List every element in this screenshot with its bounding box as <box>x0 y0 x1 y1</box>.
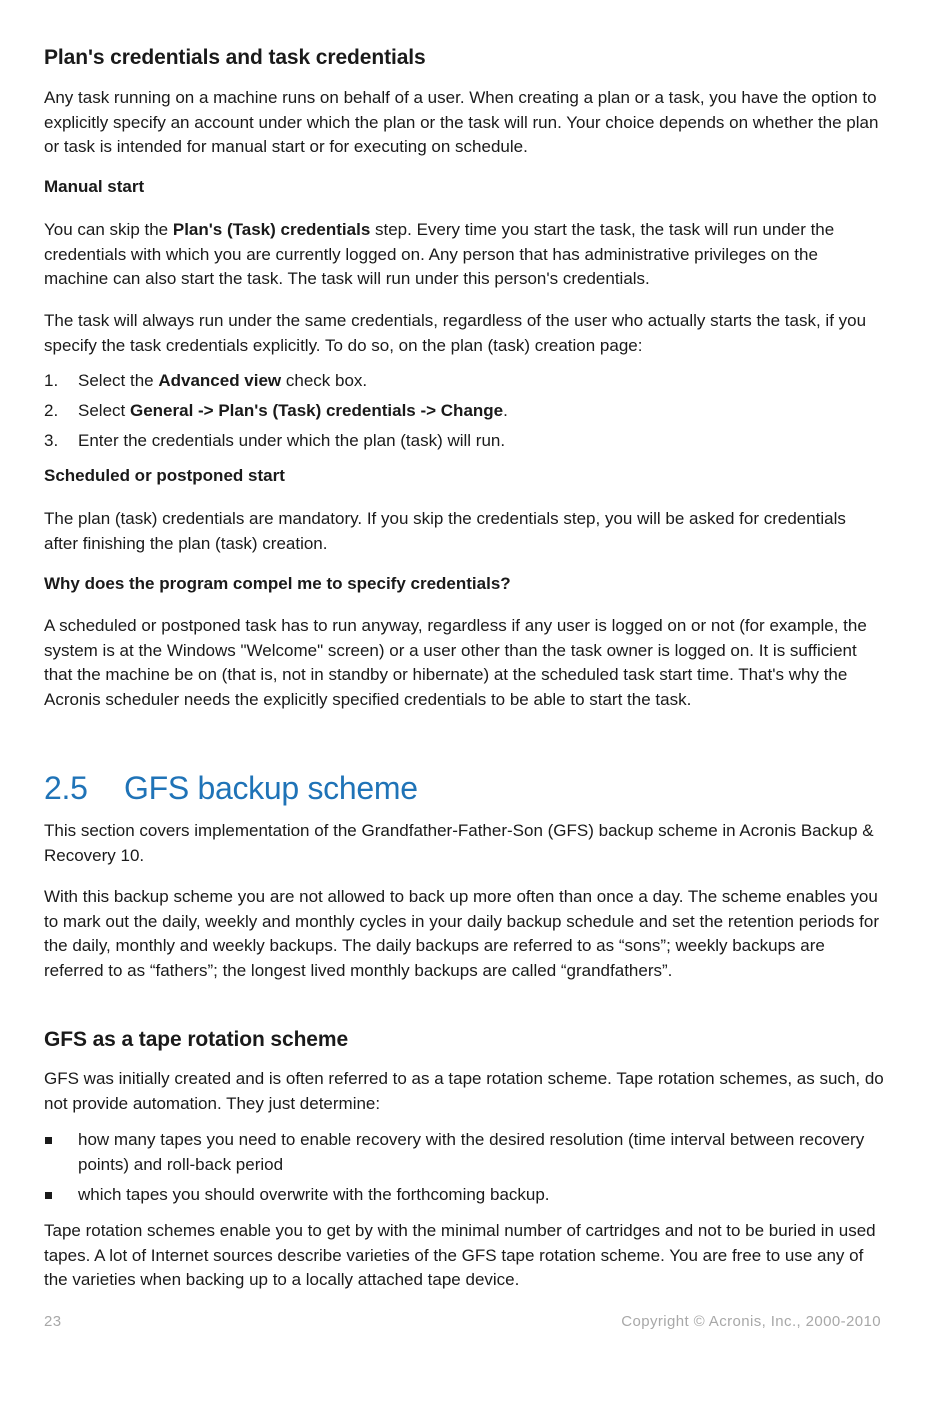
tape-rotation-heading: GFS as a tape rotation scheme <box>44 1028 349 1051</box>
bold-term: Plan's (Task) credentials <box>172 220 371 239</box>
step-number: 3. <box>44 431 59 450</box>
step-item-3 <box>44 429 884 454</box>
bullet-square-icon <box>45 1192 52 1199</box>
credentials-intro: Any task running on a machine runs on behalf of a user. When creating a plan or a task, you have the option to explicitly specify an account under which the plan or the task will run. Your choice depends on whether the plan or task is intended for manual start or for executing on schedule. <box>44 88 879 156</box>
text-run: You can skip the <box>44 220 173 239</box>
bold-term: General -> Plan's (Task) credentials -> Change <box>129 401 504 420</box>
text-run: Select <box>78 401 130 420</box>
text-run: . <box>503 401 508 420</box>
section-title: GFS backup scheme <box>124 770 418 806</box>
copyright-notice: Copyright © Acronis, Inc., 2000-2010 <box>621 1313 881 1330</box>
why-credentials-heading: Why does the program compel me to specify credentials? <box>44 574 511 593</box>
step-item-1 <box>44 369 884 394</box>
tape-rotation-paragraph-2: Tape rotation schemes enable you to get by with the minimal number of cartridges and not to be buried in used tapes. A lot of Internet sources describe varieties of the GFS tape rotation scheme. You are free to use any of the varieties when backing up to a locally attached tape device. <box>44 1221 876 1289</box>
text-run: check box. <box>281 371 368 390</box>
why-credentials-paragraph: A scheduled or postponed task has to run anyway, regardless if any user is logged on or not (for example, the system is at the Windows "Welcome" screen) or a user other than the task owner is logged on. It is sufficient that the machine be on (that is, not in standby or hibernate) at the scheduled task start time. That's why the Acronis scheduler needs the explicitly specified credentials to be able to start the task. <box>44 616 867 709</box>
step-item-2 <box>44 399 884 424</box>
gfs-paragraph-2: With this backup scheme you are not allowed to back up more often than once a day. The scheme enables you to mark out the daily, weekly and monthly cycles in your daily backup schedule and set the retention periods for the daily, monthly and weekly backups. The daily backups are referred to as “sons”; weekly backups are referred to as “fathers”; the longest lived monthly backups are called “grandfathers”. <box>44 887 880 980</box>
step-number: 2. <box>44 401 59 420</box>
manual-start-paragraph-2: The task will always run under the same credentials, regardless of the user who actually starts the task, if you specify the task credentials explicitly. To do so, on the plan (task) creation page: <box>44 311 867 355</box>
text-run: Enter the credentials under which the plan (task) will run. <box>78 431 506 450</box>
manual-start-heading: Manual start <box>44 177 145 196</box>
section-number: 2.5 <box>44 770 88 806</box>
text-run: step. Every time you start the task, the task will run under the credentials with which you are currently logged on. Any person that has administrative privileges on the machine can also start the task. The task will run under this person's credentials. <box>44 220 835 288</box>
step-number: 1. <box>44 371 59 390</box>
gfs-paragraph-1: This section covers implementation of the Grandfather-Father-Son (GFS) backup scheme in Acronis Backup & Recovery 10. <box>44 821 874 865</box>
manual-start-paragraph-1 <box>44 218 884 292</box>
bullet-item-2 <box>44 1183 884 1208</box>
tape-rotation-paragraph-1: GFS was initially created and is often referred to as a tape rotation scheme. Tape rotation schemes, as such, do not provide automation. They just determine: <box>44 1069 884 1113</box>
bullet-text: how many tapes you need to enable recovery with the desired resolution (time interval between recovery points) and roll-back period <box>78 1130 865 1174</box>
gfs-section-heading <box>44 770 884 807</box>
page-number: 23 <box>44 1313 62 1330</box>
scheduled-start-paragraph: The plan (task) credentials are mandatory. If you skip the credentials step, you will be asked for credentials after finishing the plan (task) creation. <box>44 509 846 553</box>
bullet-square-icon <box>45 1137 52 1144</box>
bold-term: Advanced view <box>158 371 282 390</box>
credentials-heading: Plan's credentials and task credentials <box>44 46 426 69</box>
text-run: Select the <box>78 371 159 390</box>
bullet-item-1 <box>44 1128 884 1177</box>
bullet-text: which tapes you should overwrite with the forthcoming backup. <box>78 1185 550 1204</box>
scheduled-start-heading: Scheduled or postponed start <box>44 466 285 485</box>
